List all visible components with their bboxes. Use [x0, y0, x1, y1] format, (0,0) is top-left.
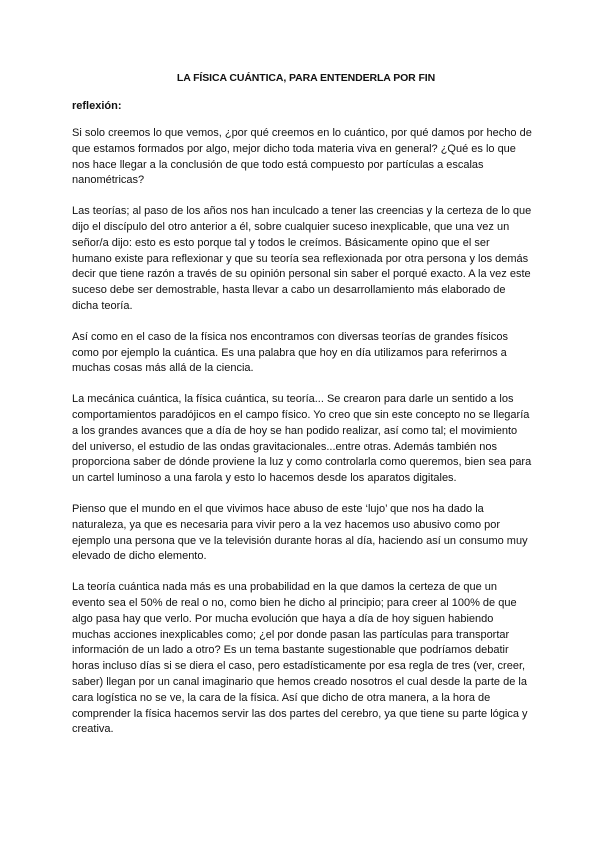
- document-page: [72, 72, 532, 753]
- paragraph-6: La teoría cuántica nada más es una probabilidad en la que damos la certeza de que un evento sea el 50% de real o no, como bien he dicho al principio; para creer al 100% de que algo pasa hay que verlo. Por mucha evolución que haya a día de hoy siguen habiendo muchas acciones inexplicables como; ¿el por donde pasan las partículas para transportar información de un lado a otro? Es un tema bastante sugestionable que podríamos debatir horas incluso días si se diera el caso, pero estadísticamente por esa regla de tres (ver, creer, saber) llegan por un canal imaginario que hemos creado nosotros el cual desde la parte de la cara logística no se ve, la cara de la física. Así que dicho de otra manera, a la hora de comprender la física hacemos servir las dos partes del cerebro, ya que tiene su parte lógica y creativa.: [72, 581, 528, 736]
- document-subtitle: reflexión:: [72, 100, 122, 112]
- paragraph-4: La mecánica cuántica, la física cuántica, su teoría... Se crearon para darle un sentido a los comportamientos paradójicos en el campo físico. Yo creo que sin este concepto no se llegaría a los grandes avances que a día de hoy se han podido realizar, así como tal; el movimiento del universo, el estudio de las ondas gravitacionales...entre otras. Además también nos proporciona saber de dónde proviene la luz y como controlarla como queremos, bien sea para un cartel luminoso a una farola y esto lo hacemos desde los aparatos digitales.: [72, 393, 532, 485]
- paragraph-1: Si solo creemos lo que vemos, ¿por qué creemos en lo cuántico, por qué damos por hecho de que estamos formados por algo, mejor dicho toda materia viva en general? ¿Qué es lo que nos hace llegar a la conclusión de que todo está compuesto por partículas a escalas nanométricas?: [72, 127, 532, 187]
- paragraph-2: Las teorías; al paso de los años nos han inculcado a tener las creencias y la certeza de lo que dijo el discípulo del otro anterior a él, sobre cualquier suceso inexplicable, que una vez un señor/a dijo: esto es esto porque tal y todos le creímos. Básicamente opino que el ser humano existe para reflexionar y que su teoría sea reflexionada por otra persona y los demás decir que tiene razón a través de su opinión personal sin saber el porqué exacto. A la vez este suceso debe ser demostrable, hasta llevar a cabo un desarrollamiento más elaborado de dicha teoría.: [72, 205, 532, 312]
- paragraph-5: Pienso que el mundo en el que vivimos hace abuso de este ‘lujo’ que nos ha dado la naturaleza, ya que es necesaria para vivir pero a la vez hacemos uso abusivo como por ejemplo una persona que ve la televisión durante horas al día, haciendo así un consumo muy elevado de dicho elemento.: [72, 502, 528, 563]
- document-title: LA FÍSICA CUÁNTICA, PARA ENTENDERLA POR FIN: [176, 72, 436, 84]
- paragraph-3: Así como en el caso de la física nos encontramos con diversas teorías de grandes físicos como por ejemplo la cuántica. Es una palabra que hoy en día utilizamos para referirnos a muchas cosas más allá de la ciencia.: [72, 330, 508, 375]
